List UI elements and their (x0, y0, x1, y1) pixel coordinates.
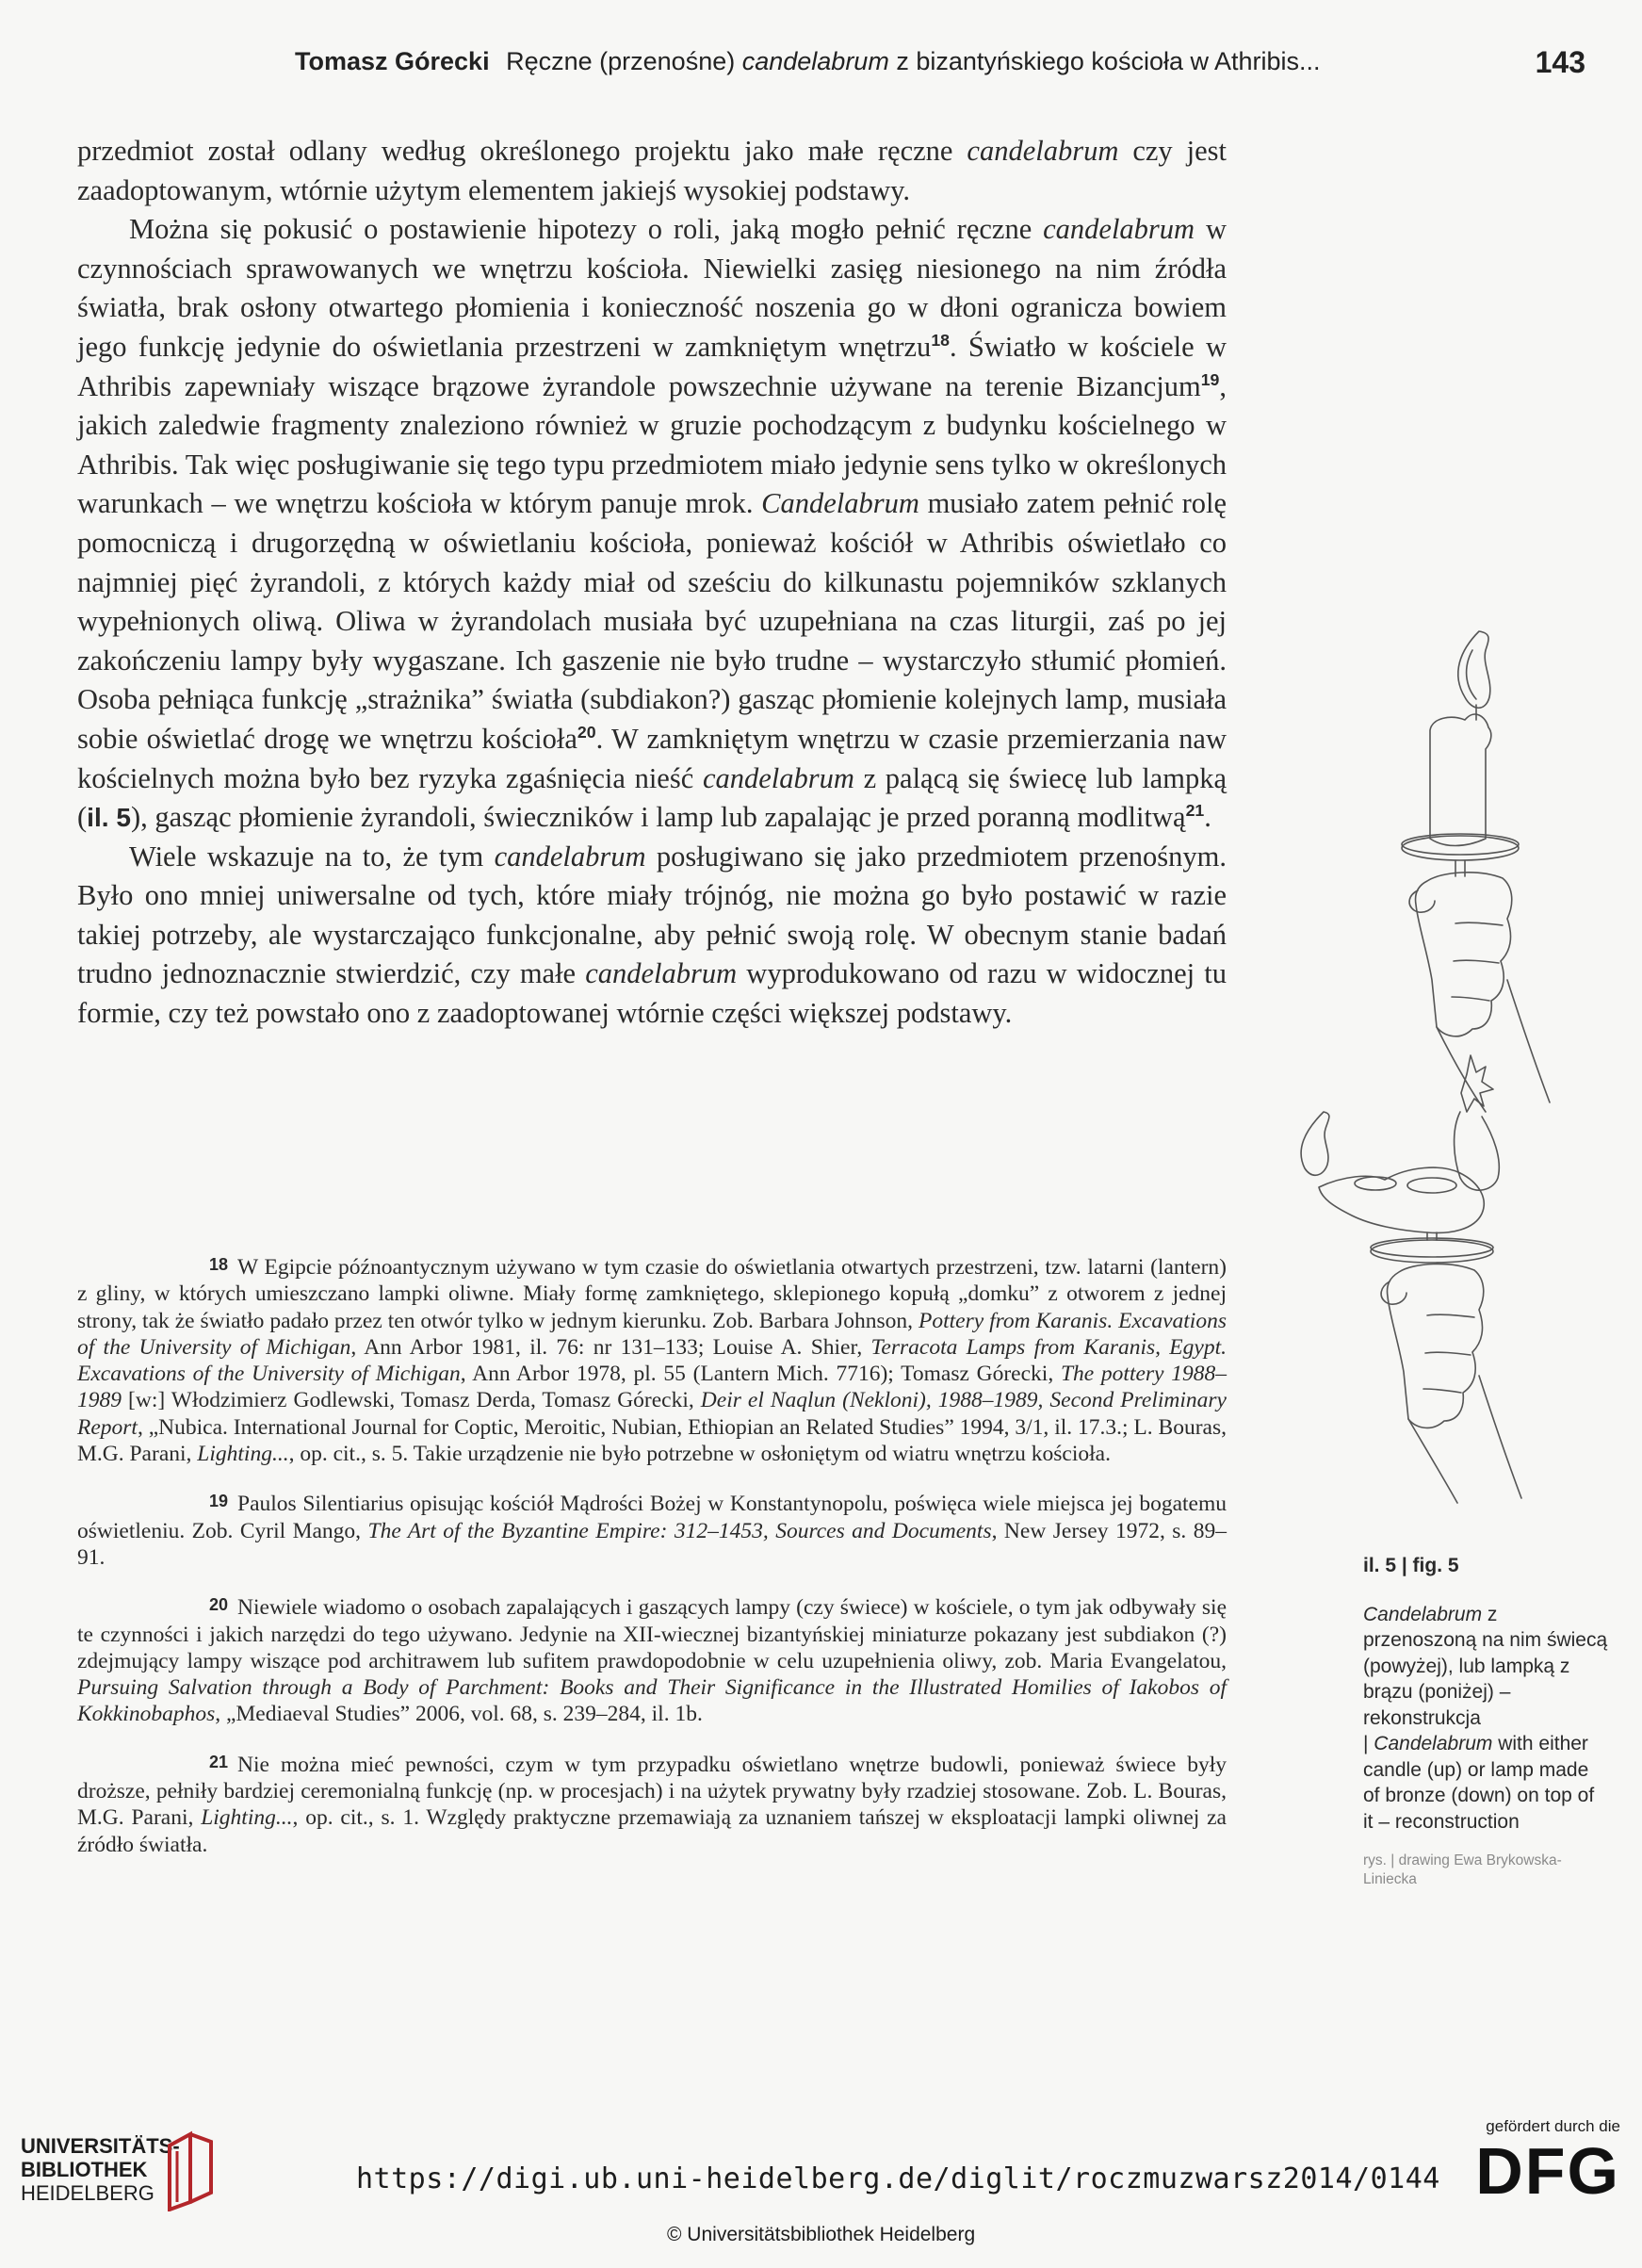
footnote-19 (77, 1488, 1227, 1571)
italic-term: candelabrum (494, 840, 646, 873)
caption-text (1363, 1602, 1608, 1836)
header-title (506, 47, 1320, 75)
text-run: ), gasząc płomienie żyrandoli, świeczników i lamp lub zapalając je przed poranną modlitwą (130, 801, 1186, 834)
caption-label: il. 5 | fig. 5 (1363, 1555, 1459, 1576)
source-url-link[interactable]: https://digi.ub.uni-heidelberg.de/diglit/roczmuzwarsz2014/0144 (356, 2162, 1440, 2195)
caption-polish: z przenoszoną na nim świecą (powyżej), lub lampką z brązu (poniżej) – rekonstrukcja (1363, 1603, 1608, 1729)
footnote-number: 18 (209, 1255, 229, 1274)
library-line: UNIVERSITÄTS- (21, 2134, 180, 2158)
text-run: Niewiele wiadomo o osobach zapalających i gaszących lampy (czy świece) w kościele, o tym jak odbywały się te czynności i jakich narzędzi do tego używano. Jedynie na XII-wiecznej bizantyńskiej miniaturze pokazany jest subdiakon (?) zdejmujący lampy wiszące pod architrawem lub sufitem prawdopodobnie w celu uzupełnienia oliwy, zob. Maria Evangelatou, (77, 1595, 1227, 1673)
lamp-base-rim (1371, 1238, 1493, 1257)
hand-holding-lamp-icon (1388, 1264, 1484, 1428)
header-title-part: Ręczne (przenośne) (506, 47, 742, 75)
text-run: Można się pokusić o postawienie hipotezy o roli, jaką mogło pełnić ręczne (129, 213, 1044, 246)
italic-term: candelabrum (585, 957, 738, 990)
dfg-logo-mark: DFG (1475, 2134, 1620, 2208)
copyright-notice: © Universitätsbibliothek Heidelberg (667, 2224, 976, 2245)
finger-line (1425, 1352, 1471, 1355)
footnote-number: 19 (209, 1492, 229, 1511)
page-number: 143 (1535, 45, 1585, 79)
italic-citation: The Art of the Byzantine Empire: 312–1453, Sources and Documents (367, 1518, 992, 1543)
text-run: , Ann Arbor 1981, il. 76: nr 131–133; Louise A. Shier, (350, 1334, 871, 1360)
paragraph-1 (77, 132, 1227, 210)
italic-citation: Lighting... (197, 1442, 289, 1467)
footnote-18 (77, 1251, 1227, 1467)
lamp-filling-hole (1407, 1178, 1456, 1193)
text-run: W Egipcie późnoantycznym używano w tym czasie do oświetlania otwartych przestrzeni, tzw. latarni (lantern) z gliny, w których umieszczano lampki oliwne. Miały formę zamkniętego, sklepionego kopułą „domku” z otworem z jednej strony, tak że światło padało przez ten otwór tylko w jednym kierunku. Zob. Barbara Johnson, (77, 1255, 1227, 1333)
footer (0, 2097, 1642, 2268)
italic-citation: Lighting... (201, 1805, 293, 1831)
italic-term: candelabrum (702, 761, 854, 794)
paragraph-3 (77, 838, 1227, 1034)
italic-citation: The pottery 1988–1989 (77, 1362, 1227, 1413)
footnote-ref-18[interactable]: 18 (931, 330, 950, 350)
finger-line (1454, 960, 1499, 963)
text-run: Wiele wskazuje na to, że tym (129, 840, 495, 873)
thumb-line (1409, 890, 1435, 912)
text-run: Paulos Silentiarius opisując kościół Mądrości Bożej w Konstantynopolu, poświęca wiele miejsca jej bogatemu oświetleniu. Zob. Cyril Mango, (77, 1492, 1227, 1543)
wrist-line (1507, 980, 1550, 1102)
text-run: . W zamkniętym wnętrzu w czasie przemierzania naw kościelnych można było bez ryzyka zgaśnięcia nieść (77, 722, 1227, 794)
text-run: , „Mediaeval Studies” 2006, vol. 68, s. 239–284, il. 1b. (215, 1702, 703, 1727)
text-run: , op. cit., s. 1. Względy praktyczne przemawiają za uznaniem tańszej w eksploatacji lampki oliwnej za źródło światła. (77, 1805, 1227, 1857)
running-header (295, 47, 1585, 85)
candle-body-icon (1430, 714, 1491, 845)
caption-separator: | (1363, 1733, 1374, 1754)
thumb-line (1381, 1281, 1406, 1304)
drip-pan-rim (1402, 834, 1519, 855)
footnote-20 (77, 1591, 1227, 1727)
finger-line (1427, 1314, 1474, 1317)
italic-citation: Pottery from Karanis. Excavations of the University of Michigan (77, 1308, 1227, 1360)
text-run: . Światło w kościele w Athribis zapewniały wiszące brązowe żyrandole powszechnie używane na terenie Bizancjum (77, 330, 1227, 402)
funding-label: gefördert durch die (1486, 2117, 1620, 2135)
caption-italic: Candelabrum (1374, 1733, 1493, 1754)
text-run: przedmiot został odlany według określonego projektu jako małe ręczne (77, 135, 967, 167)
caption-english: with either candle (up) or lamp made of bronze (down) on top of it – reconstruction (1363, 1733, 1595, 1833)
library-line: BIBLIOTHEK (21, 2158, 148, 2181)
hand-holding-candle-icon (1416, 873, 1512, 1036)
text-run: , op. cit., s. 5. Takie urządzenie nie było potrzebne w osłoniętym od wiatru wnętrzu kościoła. (288, 1442, 1111, 1467)
header-author: Tomasz Górecki (295, 47, 490, 75)
finger-line (1423, 1389, 1461, 1393)
text-run: , jakich zaledwie fragmenty znaleziono również w gruzie pochodzącym z budynku kościelnego w Athribis. Tak więc posługiwanie się tego typu przedmiotem miało jedynie sens tylko w określonych warunkach – we wnętrzu kościoła w którym panuje mrok. (77, 369, 1227, 520)
drip-pan-icon (1402, 836, 1519, 860)
italic-citation: Terracota Lamps from Karanis, Egypt. Excavations of the University of Michigan (77, 1334, 1227, 1387)
flame-inner-line (1467, 650, 1476, 699)
drawing-credit: rys. | drawing Ewa Brykowska-Liniecka (1363, 1852, 1562, 1887)
italic-term: candelabrum (967, 135, 1119, 167)
library-name (21, 2134, 180, 2205)
text-run: , „Nubica. International Journal for Coptic, Meroitic, Nubian, Ethiopian an Related Studies” 1994, 3/1, il. 17.3.; L. Bouras, M.G. Parani, (77, 1414, 1227, 1467)
text-run: posługiwano się jako przedmiotem przenośnym. Było ono mniej uniwersalne od tych, które miały trójnóg, nie można go było postawić w razie takiej potrzeby, ale wystarczająco funkcjonalne, aby pełnić swoją rolę. W obecnym stanie badań trudno jednoznacznie stwierdzić, czy małe (77, 840, 1227, 990)
italic-citation: Pursuing Salvation through a Body of Parchment: Books and Their Significance in the Illustrated Homilies of Iakobos of Kokkinobaphos (77, 1675, 1227, 1727)
text-run: . (1204, 801, 1211, 834)
library-line: HEIDELBERG (21, 2181, 154, 2205)
header-title-part: z bizantyńskiego kościoła w Athribis... (888, 47, 1321, 75)
figure-candelabrum-drawing (1267, 622, 1616, 1545)
figure-caption (1363, 1553, 1608, 1889)
footnote-21 (77, 1749, 1227, 1858)
text-run: musiało zatem pełnić rolę pomocniczą i drugorzędną w oświetlaniu kościoła, ponieważ kościół w Athribis oświetlało co najmniej pięć żyrandoli, z których każdy miał od sześciu do kilkunastu pojemników szklanych wypełnionych oliwą. Oliwa w żyrandolach musiała być uzupełniana na czas liturgii, zaś po jej zakończeniu lampy były wygaszane. Ich gaszenie nie było trudne – wystarczyło stłumić płomień. Osoba pełniąca funkcję „strażnika” światła (subdiakon?) gasząc płomienie kolejnych lamp, musiała sobie oświetlać drogę we wnętrzu kościoła (77, 487, 1227, 755)
oil-lamp-body-icon (1319, 1167, 1484, 1232)
main-text (77, 132, 1227, 1034)
footnote-ref-19[interactable]: 19 (1200, 369, 1220, 389)
dfg-funding-logo[interactable] (1441, 2117, 1620, 2211)
wrist-line (1408, 1419, 1457, 1503)
text-run: z palącą się świecę lub lampką ( (77, 761, 1227, 834)
text-run: , Ann Arbor 1978, pl. 55 (Lantern Mich. 7716); Tomasz Górecki, (460, 1362, 1061, 1387)
finger-line (1455, 922, 1503, 925)
italic-term: candelabrum (1043, 213, 1195, 246)
finger-line (1452, 997, 1489, 1001)
lamp-flame-icon (1301, 1112, 1329, 1175)
footnote-ref-20[interactable]: 20 (577, 722, 596, 742)
wrist-line (1437, 1027, 1486, 1112)
caption-italic: Candelabrum (1363, 1603, 1483, 1625)
lamp-handle-loop (1455, 1112, 1500, 1190)
footnote-ref-21[interactable]: 21 (1185, 800, 1205, 820)
candelabrum-illustration (1267, 622, 1616, 1545)
text-run: [w:] Włodzimierz Godlewski, Tomasz Derda, Tomasz Górecki, (122, 1388, 701, 1413)
text-run: Nie można mieć pewności, czym w tym przypadku oświetlano wnętrze budowli, ponieważ świece były droższe, pełniły bardziej ceremonialną funkcję (np. w procesjach) i na użytek prywatny były rzadziej stosowane. Zob. L. Bouras, M.G. Parani, (77, 1752, 1227, 1831)
text-run: w czynnościach sprawowanych we wnętrzu kościoła. Niewielki zasięg niesionego na nim źródła światła, brak osłony otwartego płomienia i konieczność noszenia go w dłoni ogranicza bowiem jego funkcję jedynie do oświetlania przestrzeni w zamkniętym wnętrzu (77, 213, 1227, 363)
footnote-number: 21 (209, 1752, 229, 1771)
library-book-icon (162, 2127, 219, 2211)
paragraph-2 (77, 210, 1227, 838)
lamp-handle-cross-icon (1461, 1055, 1493, 1112)
text-run: czy jest zaadoptowanym, wtórnie użytym elementem jakiejś wysokiej podstawy. (77, 135, 1227, 206)
italic-term: Candelabrum (761, 487, 919, 520)
figure-reference[interactable]: il. 5 (87, 803, 131, 833)
footnote-number: 20 (209, 1595, 229, 1615)
text-run: , New Jersey 1972, s. 89–91. (77, 1518, 1227, 1570)
wrist-line (1479, 1376, 1521, 1498)
lamp-base-plate-icon (1371, 1240, 1493, 1263)
italic-citation: Deir el Naqlun (Nekloni), 1988–1989, Second Preliminary Report (77, 1388, 1227, 1440)
text-run: wyprodukowano od razu w widocznej tu formie, czy też powstało ono z zaadoptowanej wtórnie części większej podstawy. (77, 957, 1227, 1030)
lamp-nozzle (1355, 1177, 1396, 1190)
university-library-logo[interactable] (21, 2134, 247, 2219)
header-title-italic: candelabrum (741, 47, 889, 75)
footnotes (77, 1251, 1227, 1879)
